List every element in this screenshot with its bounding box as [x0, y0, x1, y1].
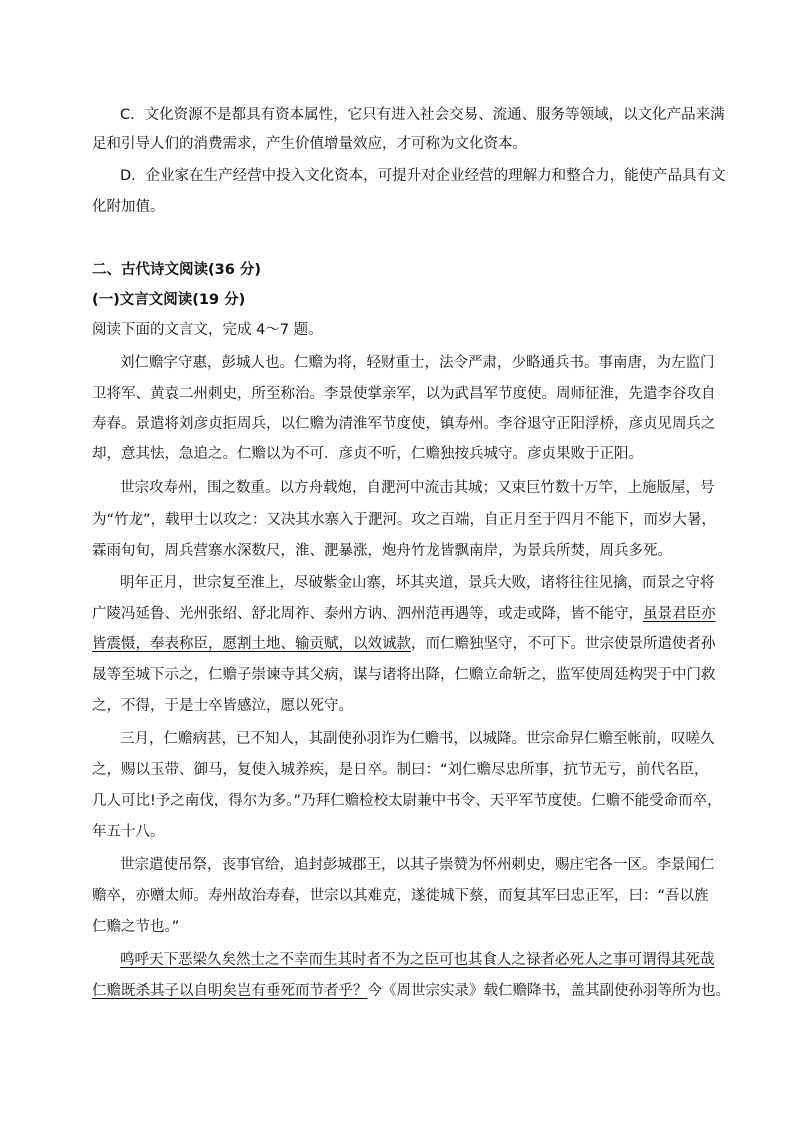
section-subtitle: (一)文言文阅读(19 分) — [92, 292, 246, 308]
passage-p6-text: 今《周世宗实录》载仁赡降书，盖其副使孙羽等所为也。 — [367, 983, 730, 999]
unpunctuated-passage-line: 仁赡既杀其子以自明矣岂有垂死而节者乎？ — [92, 983, 368, 999]
passage-p3-line — [92, 634, 716, 654]
passage-p1-line: 却，意其怯，急追之。仁赡以为不可．彦贞不听，仁赡独按兵城守。彦贞果败于正阳。 — [92, 446, 643, 462]
passage-p6-line — [92, 981, 730, 1001]
unpunctuated-passage-line: 鸣呼天下恶梁久矣然士之不幸而生其时者不为之臣可也其食人之禄者必死人之事可谓得其死哉 — [120, 952, 715, 968]
passage-p3-line: 之，不得，于是士卒皆感泣，愿以死守。 — [92, 698, 353, 714]
passage-p4-line: 三月，仁赡病甚，已不知人，其副使孙羽诈为仁赡书，以城降。世宗命舁仁赡至帐前，叹嗟久 — [120, 731, 715, 747]
underlined-sentence: 虽景君臣亦 — [643, 606, 716, 622]
passage-p3-line: 晟等至城下示之，仁赡子崇谏寺其父病，谋与诸将出降，仁赡立命斩之，监军使周廷构哭于中门救 — [92, 667, 716, 683]
passage-p1-line: 寿春。景遣将刘彦贞拒周兵，以仁赡为清淮军节度使，镇寿州。李谷退守正阳浮桥，彦贞见周兵之 — [92, 416, 716, 432]
passage-p5-line: 世宗遣使吊祭，丧事官给，追封彭城郡王，以其子崇赞为怀州刺史，赐庄宅各一区。李景闻仁 — [120, 857, 715, 873]
passage-p1-line: 刘仁赡字守惠，彭城人也。仁赡为将，轻财重士，法令严肃，少略通兵书。事南唐，为左监门 — [120, 355, 715, 371]
underlined-sentence: 皆震慑，奉表称臣，愿割土地、输贡赋，以效诚款 — [92, 636, 411, 652]
passage-p2-line: 霖雨旬旬，周兵营寨水深数尺，淮、淝暴涨，炮舟竹龙皆飘南岸，为景兵所焚，周兵多死。 — [92, 543, 672, 559]
passage-p5-line: 仁赡之节也。” — [92, 919, 180, 935]
option-d-line-1: D．企业家在生产经营中投入文化资本，可提升对企业经营的理解力和整合力，能使产品具有文 — [120, 168, 726, 184]
section-instruction: 阅读下面的文言文，完成 4～7 题。 — [92, 322, 323, 338]
passage-p3-text: ，而仁赡独坚守，不可下。世宗使景所遣使者孙 — [411, 636, 716, 652]
passage-p3-line: 明年正月，世宗复至淮上，尽破紫金山寨，坏其夹道，景兵大败，诸将往往见擒，而景之守将 — [120, 575, 715, 591]
passage-p4-line: 年五十八。 — [92, 824, 165, 840]
passage-p4-line: 几人可比!予之南伐，得尔为多。”乃拜仁赡检校太尉兼中书令、天平军节度使。仁赡不能受命而卒， — [92, 793, 722, 809]
option-c-line-2: 足和引导人们的消费需求，产生价值增量效应，才可称为文化资本。 — [92, 136, 527, 152]
passage-p2-line: 世宗攻寿州，围之数重。以方舟载炮，自淝河中流击其城；又束巨竹数十万竿，上施版屋，号 — [120, 480, 715, 496]
passage-p5-line: 赡卒，亦赠太师。寿州故治寿春，世宗以其难克，遂徙城下蔡，而复其军曰忠正军，曰：“吾以旌 — [92, 888, 709, 904]
passage-p3-text: 广陵冯延鲁、光州张绍、舒北周祚、泰州方讷、泗州范再遇等，或走或降，皆不能守， — [92, 606, 643, 622]
passage-p4-line: 之，赐以玉带、御马，复使入城养疾，是日卒。制曰：“刘仁赡尽忠所事，抗节无亏，前代名臣， — [92, 762, 709, 778]
passage-p2-line: 为“竹龙”，载甲士以攻之：又决其水寨入于淝河。攻之百端，自正月至于四月不能下，而岁大暑， — [92, 512, 717, 528]
passage-p1-line: 卫将军、黄袁二州刺史，所至称治。李景使掌亲军，以为武昌军节度使。周师征淮，先遣李谷攻自 — [92, 386, 716, 402]
passage-p3-line — [92, 604, 716, 624]
option-c-line-1: C．文化资源不是都具有资本属性，它只有进入社会交易、流通、服务等领域，以文化产品来满 — [120, 107, 725, 123]
option-d-line-2: 化附加值。 — [92, 199, 165, 215]
section-title: 二、古代诗文阅读(36 分) — [92, 262, 261, 278]
